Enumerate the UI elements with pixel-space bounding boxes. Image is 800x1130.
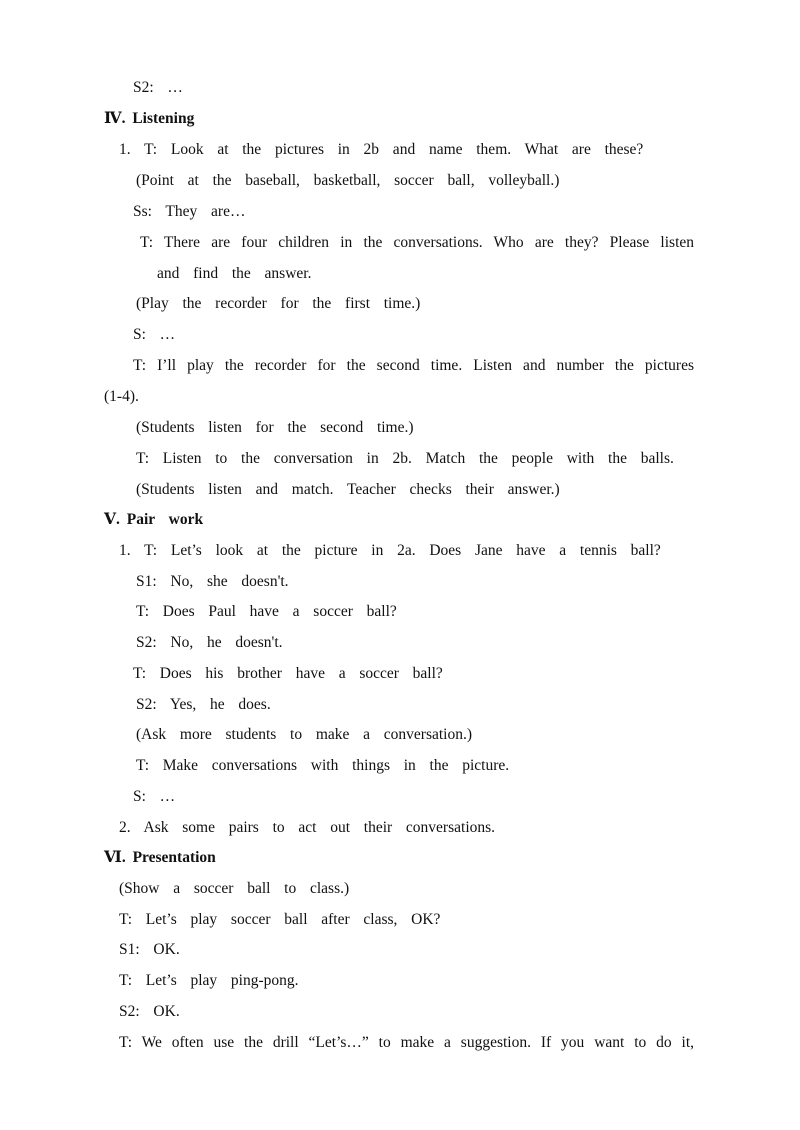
dialogue-line-teacher: T: Listen to the conversation in 2b. Match the people with the balls. <box>136 450 674 467</box>
dialogue-line-continued: (1-4). <box>104 388 139 405</box>
dialogue-line-continued: and find the answer. <box>157 265 312 282</box>
section-heading-presentation: Ⅵ. Presentation <box>104 849 216 866</box>
pair-work-step-2: 2. Ask some pairs to act out their conversations. <box>119 819 496 836</box>
dialogue-line-s1: S1: OK. <box>119 941 180 958</box>
stage-direction: (Point at the baseball, basketball, soccer ball, volleyball.) <box>136 172 560 189</box>
dialogue-line-s1: S1: No, she doesn't. <box>136 573 289 590</box>
dialogue-line-teacher: T: There are four children in the conversations. Who are they? Please listen <box>140 234 694 251</box>
pair-work-step-1: 1. T: Let’s look at the picture in 2a. Does Jane have a tennis ball? <box>119 542 661 559</box>
dialogue-line-s2: S2: Yes, he does. <box>136 696 271 713</box>
stage-direction: (Play the recorder for the first time.) <box>136 295 421 312</box>
dialogue-line-ss: Ss: They are… <box>133 203 246 220</box>
stage-direction: (Students listen for the second time.) <box>136 419 414 436</box>
dialogue-line-s2: S2: … <box>133 79 183 96</box>
dialogue-line-teacher: T: Let’s play soccer ball after class, OK? <box>119 911 441 928</box>
dialogue-line-s: S: … <box>133 326 176 343</box>
dialogue-line-s2: S2: No, he doesn't. <box>136 634 283 651</box>
listening-step-1: 1. T: Look at the pictures in 2b and name them. What are these? <box>119 141 644 158</box>
dialogue-line-teacher: T: We often use the drill “Let’s…” to make a suggestion. If you want to do it, <box>119 1034 694 1051</box>
section-heading-pair-work: Ⅴ. Pair work <box>104 511 204 528</box>
dialogue-line-teacher: T: Let’s play ping-pong. <box>119 972 299 989</box>
section-heading-listening: Ⅳ. Listening <box>104 110 195 127</box>
dialogue-line-s: S: … <box>133 788 176 805</box>
dialogue-line-s2: S2: OK. <box>119 1003 180 1020</box>
dialogue-line-teacher: T: Make conversations with things in the picture. <box>136 757 510 774</box>
stage-direction: (Show a soccer ball to class.) <box>119 880 350 897</box>
stage-direction: (Students listen and match. Teacher checks their answer.) <box>136 481 560 498</box>
dialogue-line-teacher: T: Does Paul have a soccer ball? <box>136 603 397 620</box>
dialogue-line-teacher: T: I’ll play the recorder for the second time. Listen and number the pictures <box>133 357 694 374</box>
stage-direction: (Ask more students to make a conversation.) <box>136 726 473 743</box>
dialogue-line-teacher: T: Does his brother have a soccer ball? <box>133 665 443 682</box>
